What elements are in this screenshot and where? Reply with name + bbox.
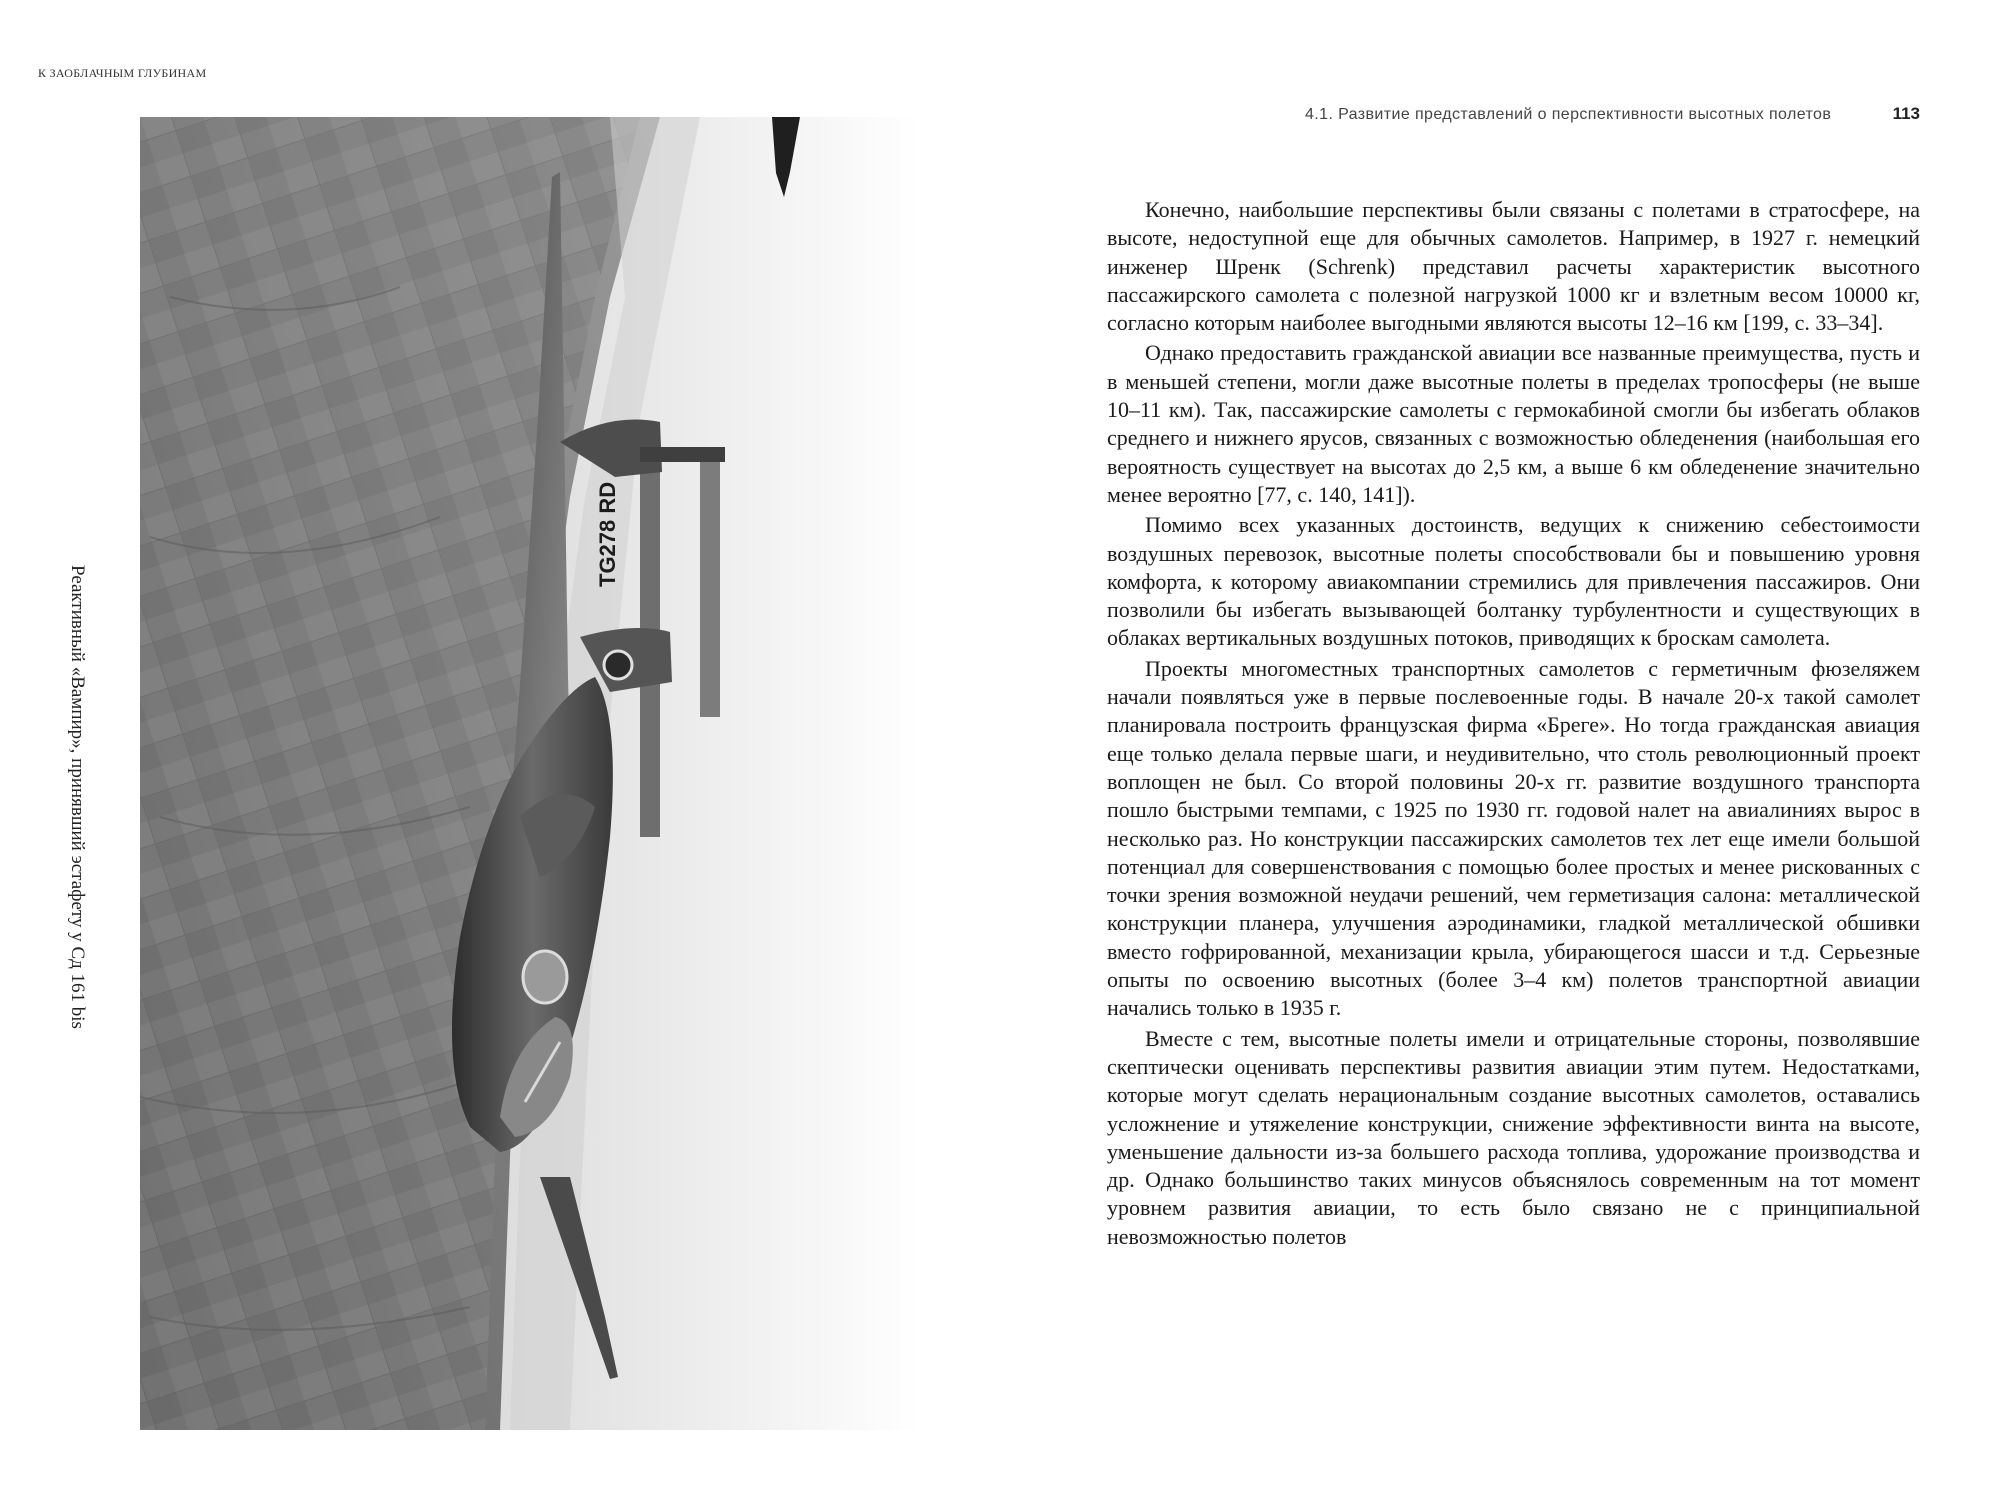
running-head-right <box>1305 104 1920 124</box>
paragraph: Помимо всех указанных достоинств, ведущих к снижению себестоимости воздушных перевозок, высотные полеты способствовали бы и повышению уровня комфорта, к которому авиакомпании стремились для привлечения пассажиров. Они позволили бы избегать вызывающей болтанку турбулентности и существующих в облаках вертикальных воздушных потоков, приводящих к броскам самолета. <box>1107 512 1920 651</box>
photo-caption: Реактивный «Вампир», принявший эстафету у Сд 161 bis <box>67 565 88 1029</box>
body-text <box>1107 196 1920 1253</box>
jet-aircraft-photo <box>140 117 920 1430</box>
paragraph: Конечно, наибольшие перспективы были связаны с полетами в стратосфере, на высоте, недоступной еще для обычных самолетов. Например, в 1927 г. немецкий инженер Шренк (Schrenk) представил расчеты характеристик высотного пассажирского самолета с полезной нагрузкой 1000 кг и взлетным весом 10000 кг, согласно которым наиболее выгодными являются высоты 12–16 км [199, с. 33–34]. <box>1107 197 1920 336</box>
photo-caption-container <box>54 565 94 1045</box>
paragraph: Однако предоставить гражданской авиации все названные преимущества, пусть и в меньшей степени, могли даже высотные полеты в пределах тропосферы (не выше 10–11 км). Так, пассажирские самолеты с гермокабиной смогли бы избегать облаков среднего и нижнего ярусов, связанных с возможностью обледенения (наибольшая его вероятность существует на высотах до 2,5 км, а выше 6 км обледенение значительно менее вероятно [77, с. 140, 141]). <box>1107 340 1920 507</box>
right-page <box>1000 0 2000 1495</box>
page-number: 113 <box>1892 104 1920 123</box>
paragraph: Вместе с тем, высотные полеты имели и отрицательные стороны, позволявшие скептически оценивать перспективы развития авиации этим путем. Недостатками, которые могут сделать нерациональным создание высотных самолетов, оставались усложнение и утяжеление конструкции, снижение эффективности винта на высоте, уменьшение дальности из-за большего расхода топлива, удорожание производства и др. Однако большинство таких минусов объяснялось современным на тот момент уровнем развития авиации, то есть было связано не с принципиальной невозможностью полетов <box>1107 1025 1920 1249</box>
paragraph: Проекты многоместных транспортных самолетов с герметичным фюзеляжем начали появляться уже в первые послевоенные годы. В начале 20-х такой самолет планировала построить французская фирма «Бреге». Но тогда гражданская авиация еще только делала первые шаги, и неудивительно, что столь революционный проект воплощен не был. Со второй половины 20-х гг. развитие воздушного транспорта пошло быстрыми темпами, с 1925 по 1930 гг. годовой налет на авиалиниях вырос в несколько раз. Но конструкции пассажирских самолетов тех лет еще имели большой потенциал для совершенствования с помощью более простых и менее рискованных с точки зрения возможной неудачи решений, чем герметизация салона: металлической конструкции планера, улучшения аэродинамики, гладкой металлической обшивки вместо гофрированной, механизации крыла, убирающегося шасси и т.д. Серьезные опыты по освоению высотных (более 3–4 км) полетов транспортной авиации начались только в 1935 г. <box>1107 655 1920 1021</box>
section-running-title: 4.1. Развитие представлений о перспективности высотных полетов <box>1305 106 1832 123</box>
fuselage-marking: TG278 RD <box>595 481 620 587</box>
running-head-left: К ЗАОБЛАЧНЫМ ГЛУБИНАМ <box>38 66 207 80</box>
